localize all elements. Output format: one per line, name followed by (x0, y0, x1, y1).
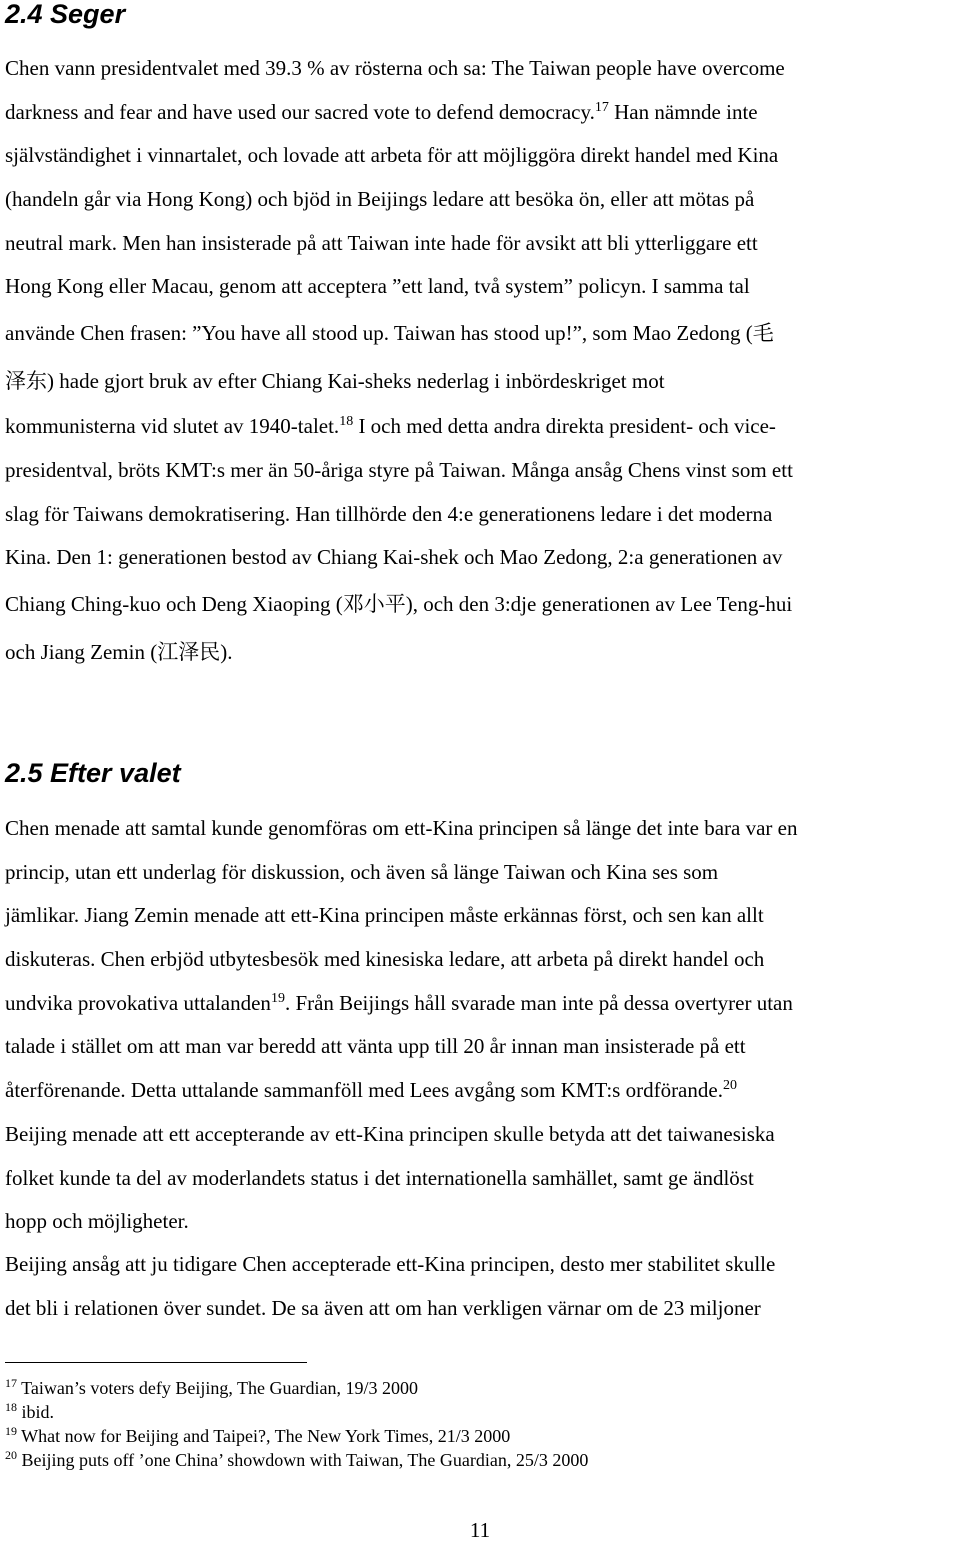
text-line: kommunisterna vid slutet av 1940-talet.$^{18}$ I och med detta andra direkta president- och vice- (5, 414, 776, 439)
footnote-18: $^{18}$ ibid. (5, 1400, 55, 1422)
text-line: 泽东) hade gjort bruk av efter Chiang Kai-sheks nederlag i inbördeskriget mot (5, 369, 665, 394)
paragraph-seger (5, 47, 957, 676)
text-line: använde Chen frasen: ”You have all stood up. Taiwan has stood up!”, som Mao Zedong (毛 (5, 321, 774, 346)
text-line: återförenande. Detta uttalande sammanföll med Lees avgång som KMT:s ordförande.$^{20}$ (5, 1078, 737, 1103)
text-line: Hong Kong eller Macau, genom att acceptera ”ett land, två system” policyn. I samma tal (5, 274, 750, 299)
text-line: diskuteras. Chen erbjöd utbytesbesök med kinesiska ledare, att arbeta på direkt handel och (5, 947, 765, 972)
text-line: jämlikar. Jiang Zemin menade att ett-Kina principen måste erkännas först, och sen kan allt (5, 903, 764, 928)
text-line: Chen menade att samtal kunde genomföras om ett-Kina principen så länge det inte bara var en (5, 816, 798, 840)
footnote-ref-17[interactable]: 17 (594, 99, 609, 115)
footnote-separator (5, 1362, 307, 1363)
footnote-ref-18[interactable]: 18 (339, 414, 354, 430)
text-line: folket kunde ta del av moderlandets status i det internationella samhället, samt ge ändlöst (5, 1165, 754, 1190)
text-line: Beijing ansåg att ju tidigare Chen accepterade ett-Kina principen, desto mer stabilitet skulle (5, 1252, 776, 1276)
footnote-19: $^{19}$ What now for Beijing and Taipei?, The New York Times, 21/3 2000 (5, 1424, 511, 1446)
text-line: Chen vann presidentvalet med 39.3 % av rösterna och sa: The Taiwan people have overcome (5, 56, 785, 80)
text-line: självständighet i vinnartalet, och lovade att arbeta för att möjliggöra direkt handel med Kina (5, 143, 779, 168)
text-line: neutral mark. Men han insisterade på att Taiwan inte hade för avsikt att bli ytterliggare ett (5, 230, 758, 255)
section-heading-seger: 2.4 Seger (5, 0, 126, 29)
text-line: Beijing menade att ett accepterande av ett-Kina principen skulle betyda att det taiwanesiska (5, 1121, 775, 1146)
section-heading-efter-valet: 2.5 Efter valet (5, 758, 181, 788)
text-line: darkness and fear and have used our sacred vote to defend democracy.$^{17}$ Han nämnde inte (5, 99, 758, 124)
text-line: princip, utan ett underlag för diskussion, och även så länge Taiwan och Kina ses som (5, 859, 719, 884)
text-line: Chiang Ching-kuo och Deng Xiaoping (邓小平), och den 3:dje generationen av Lee Teng-hui (5, 591, 793, 616)
text-line: och Jiang Zemin (江泽民). (5, 639, 233, 664)
text-line: hopp och möjligheter. (5, 1209, 189, 1234)
footnotes (5, 1376, 588, 1472)
page-number: 11 (469, 1518, 491, 1542)
text-line: det bli i relationen över sundet. De sa även att om han verkligen värnar om de 23 miljoner (5, 1295, 761, 1320)
text-line: (handeln går via Hong Kong) och bjöd in Beijings ledare att besöka ön, eller att mötas på (5, 187, 755, 212)
footnote-20: $^{20}$ Beijing puts off ’one China’ showdown with Taiwan, The Guardian, 25/3 2000 (5, 1448, 589, 1470)
text-line: undvika provokativa uttalanden$^{19}$. Från Beijings håll svarade man inte på dessa overtyrer utan (5, 990, 793, 1015)
footnote-17: $^{17}$ Taiwan’s voters defy Beijing, The Guardian, 19/3 2000 (5, 1376, 419, 1398)
footnote-ref-19[interactable]: 19 (270, 990, 285, 1006)
text-line: presidentval, bröts KMT:s mer än 50-åriga styre på Taiwan. Många ansåg Chens vinst som ett (5, 457, 793, 482)
text-line: slag för Taiwans demokratisering. Han tillhörde den 4:e generationens ledare i det moderna (5, 501, 773, 526)
footnote-ref-20[interactable]: 20 (722, 1078, 737, 1094)
text-line: talade i stället om att man var beredd att vänta upp till 20 år innan man insisterade på ett (5, 1034, 746, 1059)
text-line: Kina. Den 1: generationen bestod av Chiang Kai-shek och Mao Zedong, 2:a generationen av (5, 545, 783, 570)
paragraph-beijing (5, 1243, 957, 1330)
paragraph-efter-valet (5, 807, 957, 1244)
